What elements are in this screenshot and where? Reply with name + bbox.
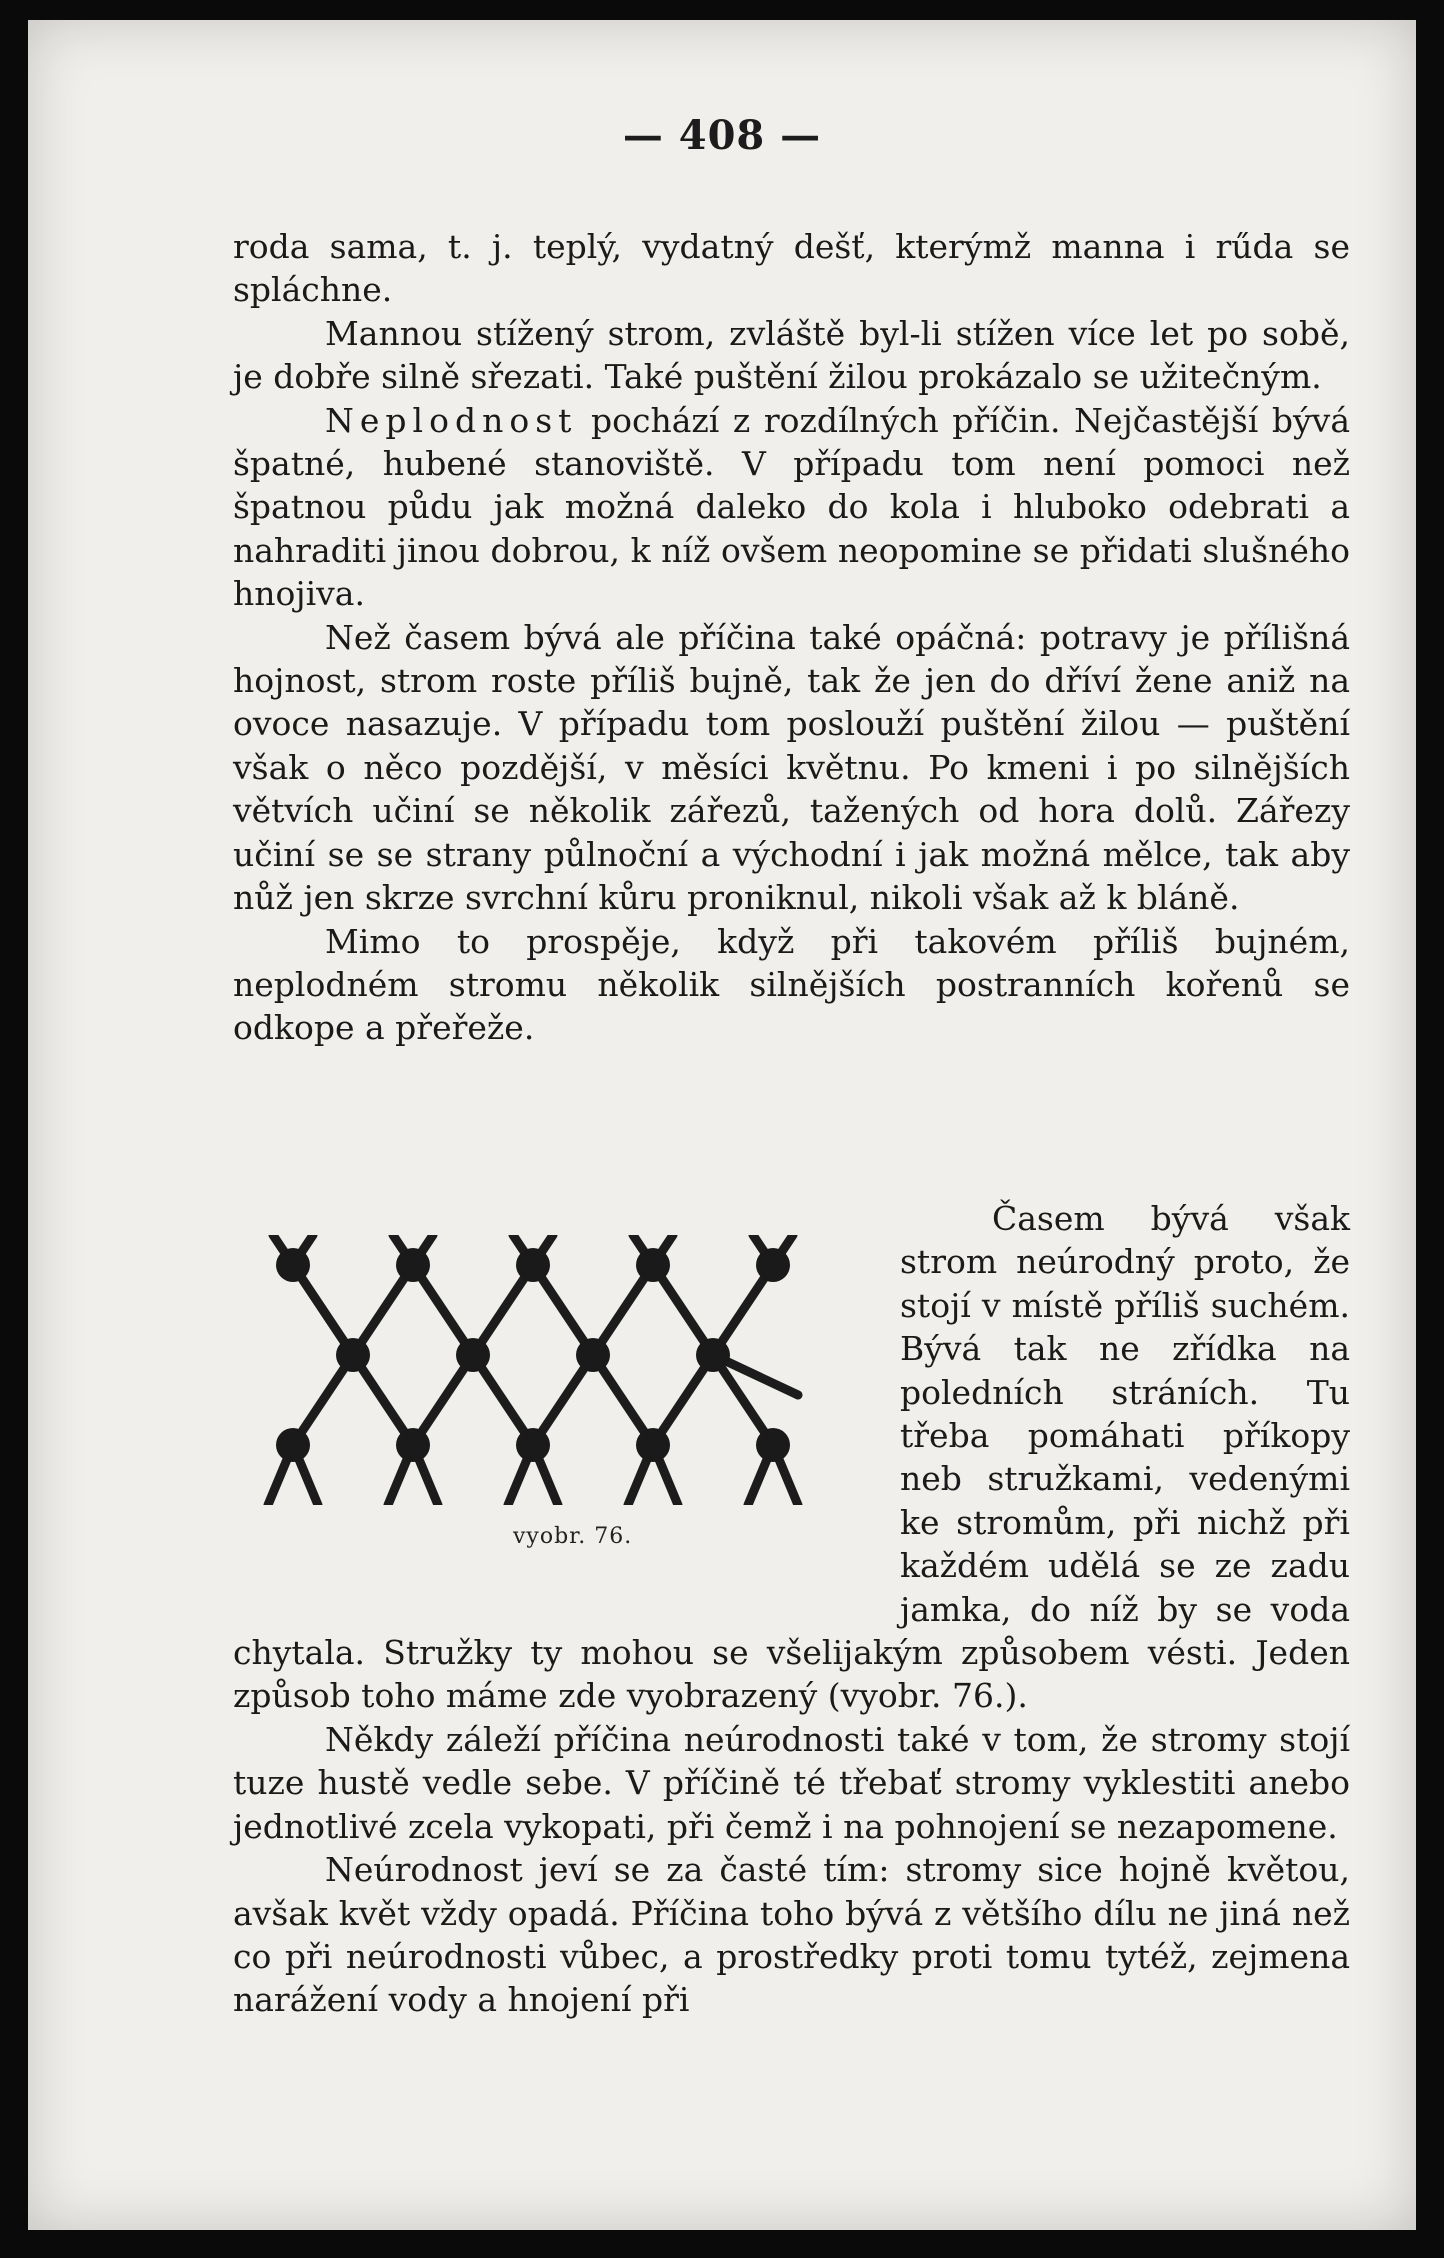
paragraph-2: Mannou stížený strom, zvláště byl-li stížen více let po sobě, je dobře silně sřezati. Také puštění žilou prokázalo se užitečným. [233,313,1350,397]
paragraph-3 [233,399,1350,616]
book-page [28,20,1416,2230]
paragraph-6: Časem bývá však strom neúrodný proto, že stojí v místě příliš suchém. Bývá tak ne zřídka na poledních stráních. Tu třeba pomáhati příkopy neb stružkami, vedenými ke stromům, při nichž při každém udělá se ze zadu jamka, do níž by se voda chytala. Stružky ty mohou se všelijakým způsobem vésti. Jeden způsob toho máme zde vyobrazený (vyobr. 76.). [233,1199,1350,1716]
paragraph-4: Než časem bývá ale příčina také opáčná: potravy je přílišná hojnost, strom roste příliš bujně, tak že jen do dříví žene aniž na ovoce nasazuje. V případu tom poslouží puštění žilou — puštění však o něco pozdější, v měsíci květnu. Po kmeni i po silnějších větvích učiní se několik zářezů, tažených od hora dolů. Zářezy učiní se se strany půlnoční a východní i jak možná mělce, tak aby nůž jen skrze svrchní kůru proniknul, nikoli však až k bláně. [233,617,1350,918]
trench-diagram [258,1235,848,1505]
paragraph-1: roda sama, t. j. teplý, vydatný dešť, kterýmž manna i rűda se spláchne. [233,227,1350,310]
text-block-with-figure [233,1197,1350,2022]
text-block-top [233,225,1350,1050]
figure-76 [233,1197,878,1590]
paragraph-7: Někdy záleží příčina neúrodnosti také v tom, že stromy stojí tuze hustě vedle sebe. V příčině té třebať stromy vyklestiti anebo jednotlivé zcela vykopati, při čemž i na pohnojení se nezapomene. [233,1719,1350,1846]
paragraph-8: Neúrodnost jeví se za časté tím: stromy sice hojně květou, avšak květ vždy opadá. Příčina toho bývá z většího dílu ne jiná než co při neúrodnosti vůbec, a prostředky proti tomu tytéž, zejmena narážení vody a hnojení při [233,1850,1350,2020]
paragraph-5: Mimo to prospěje, když při takovém příliš bujném, neplodném stromu několik silnějších postranních kořenů se odkope a přeřeže. [233,921,1350,1048]
figure-caption: vyobr. 76. [513,1524,633,1549]
paragraph-3-body: pochází z rozdílných příčin. Nejčastější bývá špatné, hubené stanoviště. V případu tom není pomoci než špatnou půdu jak možná daleko do kola i hluboko odebrati a nahraditi jinou dobrou, k níž ovšem neopomine se přidati slušného hnojiva. [233,400,1350,614]
page-number: — 408 — [622,112,822,159]
paragraph-3-lead-word: Neplodnost [325,400,578,440]
